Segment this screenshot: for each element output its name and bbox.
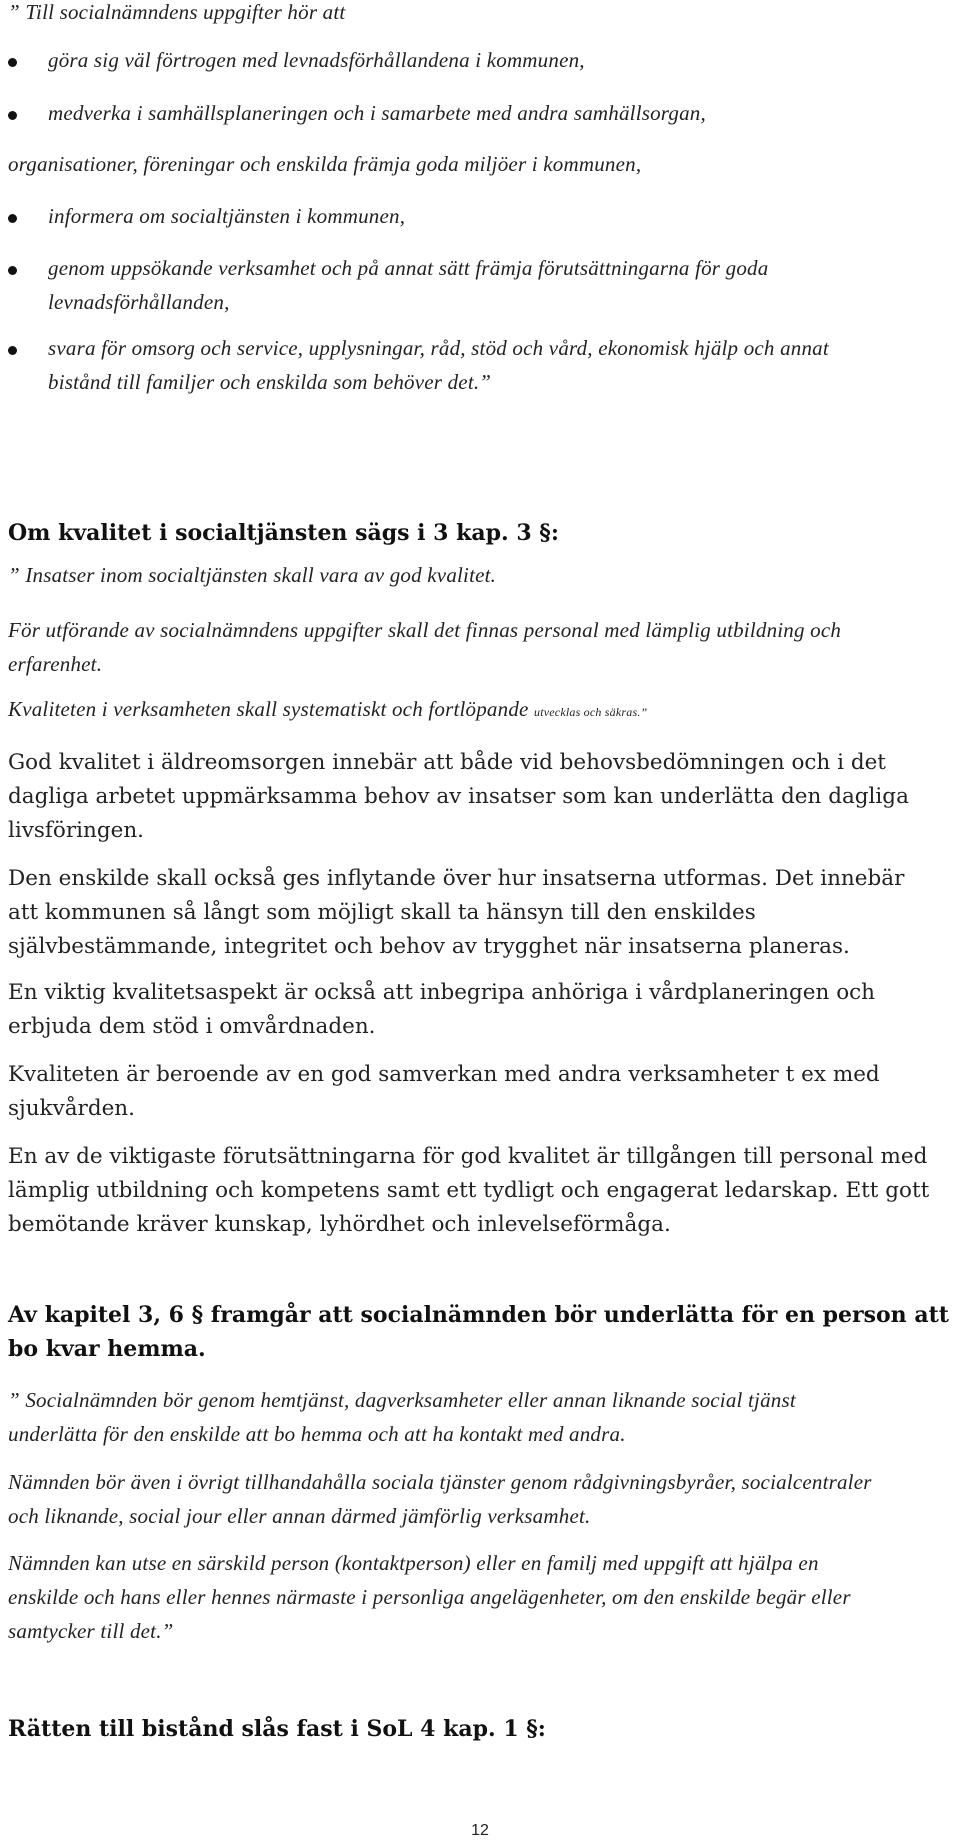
- text-line: Den enskilde skall också ges inflytande över hur insatserna utformas. Det innebär: [8, 866, 905, 891]
- text-line: självbestämmande, integritet och behov av trygghet när insatserna planeras.: [8, 934, 850, 959]
- text-line: God kvalitet i äldreomsorgen innebär att både vid behovsbedömningen och i det: [8, 750, 886, 775]
- heading-chapter-3-6-line1: Av kapitel 3, 6 § framgår att socialnämnden bör underlätta för en person att: [8, 1302, 949, 1328]
- text-line: En viktig kvalitetsaspekt är också att inbegripa anhöriga i vårdplaneringen och: [8, 980, 876, 1005]
- intro-line: ” Till socialnämndens uppgifter hör att: [8, 0, 346, 24]
- quote1-line1: ” Insatser inom socialtjänsten skall vara av god kvalitet.: [8, 563, 497, 587]
- quote2-para2-line2: och liknande, social jour eller annan därmed jämförlig verksamhet.: [8, 1504, 591, 1528]
- bullet-icon: [8, 346, 17, 355]
- bullet-item-5-line1: svara för omsorg och service, upplysningar, råd, stöd och vård, ekonomisk hjälp och annat: [48, 336, 829, 360]
- quote2-para1-line2: underlätta för den enskilde att bo hemma och att ha kontakt med andra.: [8, 1422, 626, 1446]
- heading-chapter-3-6-line2: bo kvar hemma.: [8, 1336, 206, 1362]
- quote1-para2-line1: För utförande av socialnämndens uppgifter skall det finnas personal med lämplig utbildning och: [8, 618, 842, 642]
- bullet-item-5-line2: bistånd till familjer och enskilda som behöver det.”: [48, 370, 492, 394]
- quote2-para3-line1: Nämnden kan utse en särskild person (kontaktperson) eller en familj med uppgift att hjälpa en: [8, 1551, 819, 1575]
- text-line: En av de viktigaste förutsättningarna för god kvalitet är tillgången till personal med: [8, 1144, 928, 1169]
- text-line: dagliga arbetet uppmärksamma behov av insatser som kan underlätta den dagliga: [8, 784, 909, 809]
- quote1-para3: [8, 697, 647, 722]
- bullet-icon: [8, 214, 17, 223]
- text-line: bemötande kräver kunskap, lyhördhet och inlevelseförmåga.: [8, 1212, 671, 1237]
- text-line: sjukvården.: [8, 1096, 135, 1121]
- body-paragraph-5: [8, 1140, 948, 1242]
- body-paragraph-2: [8, 862, 948, 964]
- bullet-icon: [8, 58, 17, 67]
- quote2-para1-line1: ” Socialnämnden bör genom hemtjänst, dagverksamheter eller annan liknande social tjänst: [8, 1388, 796, 1412]
- body-paragraph-4: [8, 1058, 948, 1126]
- quote1-para3-small: utvecklas och säkras.”: [534, 705, 648, 719]
- bullet-item-3: informera om socialtjänsten i kommunen,: [48, 204, 406, 228]
- bullet-icon: [8, 111, 17, 120]
- heading-right-to-assistance: Rätten till bistånd slås fast i SoL 4 kap. 1 §:: [8, 1716, 546, 1742]
- body-paragraph-3: [8, 976, 948, 1044]
- body-paragraph-1: [8, 746, 948, 848]
- heading-quality: Om kvalitet i socialtjänsten sägs i 3 kap. 3 §:: [8, 520, 559, 546]
- bullet-item-2: medverka i samhällsplaneringen och i samarbete med andra samhällsorgan,: [48, 101, 706, 125]
- text-line: erbjuda dem stöd i omvårdnaden.: [8, 1014, 376, 1039]
- bullet-item-2-continuation: organisationer, föreningar och enskilda främja goda miljöer i kommunen,: [8, 152, 642, 176]
- quote2-para3-line3: samtycker till det.”: [8, 1619, 174, 1643]
- bullet-item-1: göra sig väl förtrogen med levnadsförhållandena i kommunen,: [48, 48, 585, 72]
- text-line: att kommunen så långt som möjligt skall ta hänsyn till den enskildes: [8, 900, 756, 925]
- text-line: lämplig utbildning och kompetens samt ett tydligt och engagerat ledarskap. Ett gott: [8, 1178, 930, 1203]
- bullet-icon: [8, 266, 17, 275]
- text-line: livsföringen.: [8, 818, 145, 843]
- bullet-item-4-line2: levnadsförhållanden,: [48, 290, 230, 314]
- quote1-para2-line2: erfarenhet.: [8, 652, 103, 676]
- quote2-para2-line1: Nämnden bör även i övrigt tillhandahålla sociala tjänster genom rådgivningsbyråer, socialcentraler: [8, 1470, 872, 1494]
- page-number: 12: [471, 1822, 489, 1839]
- text-line: Kvaliteten är beroende av en god samverkan med andra verksamheter t ex med: [8, 1062, 880, 1087]
- quote2-para3-line2: enskilde och hans eller hennes närmaste i personliga angelägenheter, om den enskilde begär eller: [8, 1585, 851, 1609]
- quote1-para3-main: Kvaliteten i verksamheten skall systematiskt och fortlöpande: [8, 697, 529, 721]
- bullet-item-4-line1: genom uppsökande verksamhet och på annat sätt främja förutsättningarna för goda: [48, 256, 769, 280]
